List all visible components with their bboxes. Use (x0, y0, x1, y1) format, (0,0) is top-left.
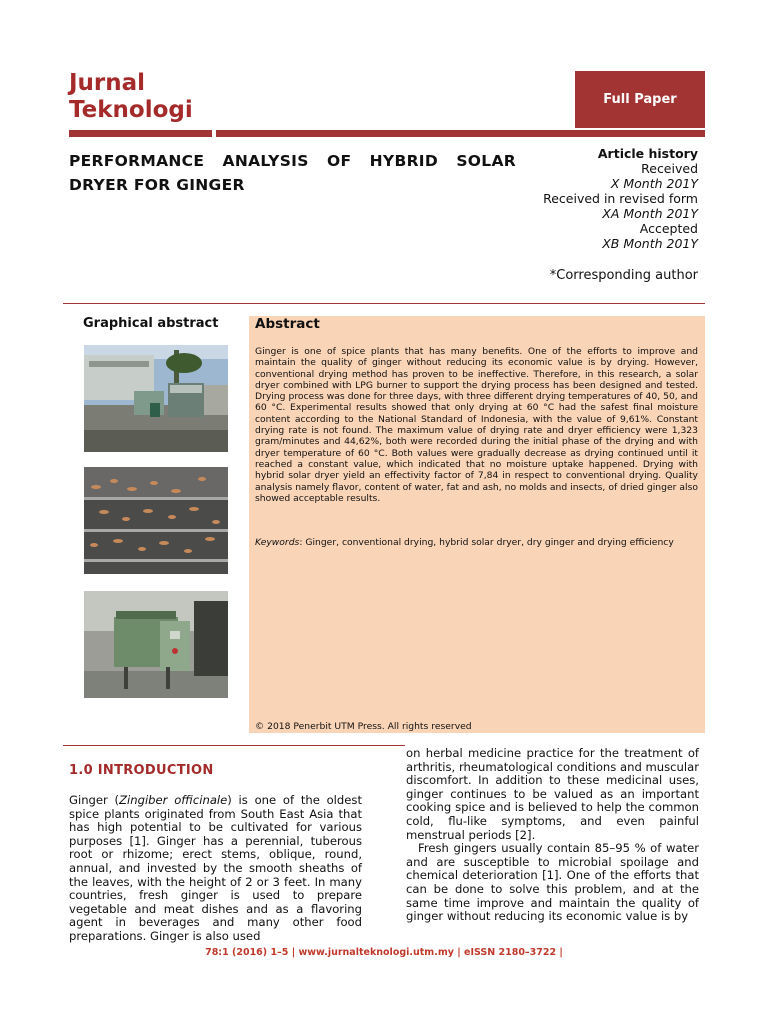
intro-paragraph-3: Fresh gingers usually contain 85–95 % of water and are susceptible to microbial spoilage and chemical deterioration [1]. One of the efforts that can be done to solve this problem, and at the same time improve and maintain the quality of ginger without reducing its economic value is by (406, 841, 699, 924)
intro-paragraph-1 (69, 794, 362, 944)
article-title: PERFORMANCE ANALYSIS OF HYBRID SOLAR DRYER FOR GINGER (69, 152, 516, 194)
intro-paragraph-2: on herbal medicine practice for the treatment of arthritis, rheumatological conditions and muscular discomfort. In addition to these medicinal uses, ginger continues to be valued as an important cooking spice and is believed to help the common cold, flu-like symptoms, and even painful menstrual periods [2]. (406, 746, 699, 842)
corresponding-author: *Corresponding author (549, 268, 698, 283)
header-rule-left (69, 130, 212, 137)
journal-name-line2: Teknologi (69, 97, 193, 123)
abstract-body: Ginger is one of spice plants that has many benefits. One of the efforts to improve and maintain the quality of ginger without reducing its economic value is by drying. However, conventional drying method has proven to be ineffective. Therefore, in this research, a solar dryer combined with LPG burner to support the drying process has been designed and tested. Drying process was done for three days, with three different drying temperatures of 40, 50, and 60 °C. Experimental results showed that only drying at 60 °C had the safest final moisture content according to the National Standard of Indonesia, with the value of 9,61%. Constant drying rate is not found. The maximum value of drying rate and dryer efficiency were 1,323 gram/minutes and 44,62%, both were recorded during the initial phase of the drying and with dryer temperature of 60 °C. Both values were gradually decrease as drying continued until it reached a constant value, which indicated that no moisture uptake happened. Drying with hybrid solar dryer yield an effectivity factor of 7,84 in respect to conventional drying. Quality analysis namely flavor, content of water, fat and ash, no molds and insects, of dried ginger also showed acceptable results. (255, 346, 698, 504)
paper-type-badge: Full Paper (575, 71, 705, 128)
abstract-heading: Abstract (255, 316, 320, 332)
intro-p1-rest: ) is one of the oldest spice plants originated from South East Asia that has high potential to be cultivated for various purposes [1]. Ginger has a perennial, tuberous root or rhizome; erect stems, oblique, round, annual, and invested by the smooth sheaths of the leaves, with the height of 2 or 3 feet. In many countries, fresh ginger is used to prepare vegetable and meat dishes and as a flavoring agent in beverages and many other food preparations. Ginger is also used (69, 793, 362, 943)
photo-solar-dryer-outdoor (84, 345, 228, 452)
intro-p1-start: Ginger ( (69, 793, 120, 807)
photo-ginger-drying-trays (84, 467, 228, 574)
section-divider-bottom (63, 745, 405, 746)
photo-dryer-control-unit (84, 591, 228, 698)
journal-name-line1: Jurnal (69, 70, 146, 96)
revised-date: XA Month 201Y (602, 206, 698, 221)
copyright-notice: © 2018 Penerbit UTM Press. All rights reserved (255, 721, 472, 732)
received-label: Received (641, 161, 698, 176)
revised-label: Received in revised form (543, 191, 698, 206)
keywords-text: : Ginger, conventional drying, hybrid solar dryer, dry ginger and drying efficiency (299, 537, 674, 548)
article-history (543, 146, 698, 251)
accepted-date: XB Month 201Y (602, 236, 698, 251)
received-date: X Month 201Y (610, 176, 698, 191)
journal-name (69, 70, 193, 124)
header-rule-right (216, 130, 705, 137)
keywords (255, 537, 698, 548)
accepted-label: Accepted (639, 221, 698, 236)
keywords-label: Keywords (255, 537, 300, 548)
body-column-left (69, 794, 362, 944)
introduction-heading: 1.0 INTRODUCTION (69, 763, 214, 778)
body-column-right (406, 747, 699, 924)
graphical-abstract-label: Graphical abstract (83, 316, 219, 331)
page-footer: 78:1 (2016) 1–5 | www.jurnalteknologi.utm.my | eISSN 2180–3722 | (205, 947, 563, 958)
history-heading: Article history (597, 146, 698, 161)
species-name: Zingiber officinale (119, 793, 228, 807)
section-divider-top (63, 303, 705, 304)
